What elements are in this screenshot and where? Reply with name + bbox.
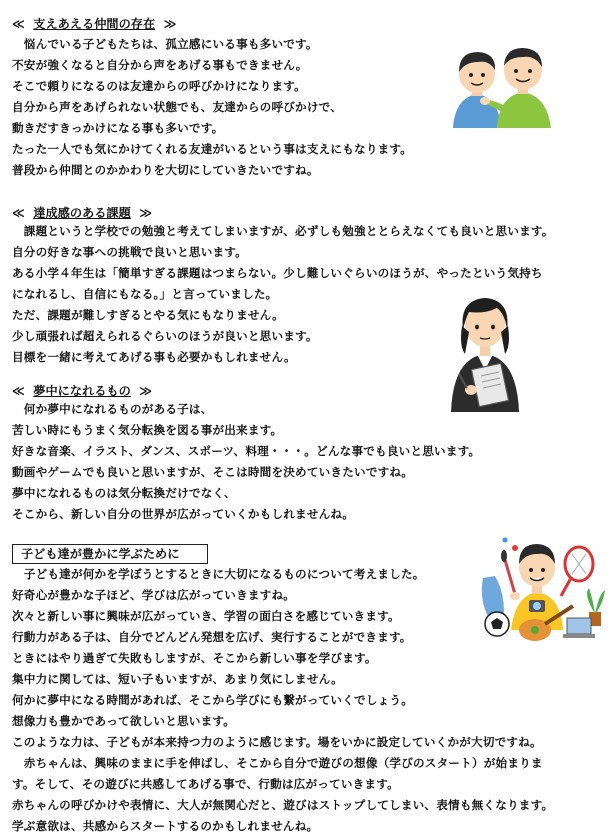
text-line: 動画やゲームでも良いと思いますが、そこは時間を決めていきたいですね。 [12, 465, 413, 479]
section-2-heading [12, 204, 152, 221]
heading-mark-open: ≪ [12, 384, 25, 398]
text-line: 少し頑張れば超えられるぐらいのほうが良いと思います。 [12, 329, 318, 343]
text-line: 何か夢中になれるものがある子は、 [12, 402, 213, 416]
text-line: 自分から声をあげられない状態でも、友達からの呼びかけで、 [12, 100, 342, 114]
text-line: 動きだすきっかけになる事も多いです。 [12, 121, 224, 135]
text-line: 子ども達が何かを学ぼうとするときに大切になるものについて考えました。 [12, 567, 425, 581]
section-1-heading [12, 15, 176, 32]
text-line: 次々と新しい事に興味が広がっていき、学習の面白さを感じていきます。 [12, 609, 400, 623]
heading-mark-open: ≪ [12, 206, 25, 220]
text-line: ときにはやり過ぎて失敗もしますが、そこから新しい事を学びます。 [12, 651, 377, 665]
text-line: 想像力も豊かであって欲しいと思います。 [12, 714, 236, 728]
heading-mark-close: ≫ [139, 384, 153, 398]
heading-mark-open: ≪ [12, 17, 25, 31]
text-line: このような力は、子どもが本来持つ力のように感じます。場をいかに設定していくかが大切ですね。 [12, 735, 542, 749]
text-line: 不安が強くなると自分から声をあげる事もできません。 [12, 58, 308, 72]
text-line: 赤ちゃんは、興味のままに手を伸ばし、そこから自分で遊びの想像（学びのスタート）が始まりま [12, 756, 543, 770]
section-1-title: 支えあえる仲間の存在 [33, 17, 156, 31]
text-line: そこで頼りになるのは友達からの呼びかけになります。 [12, 79, 306, 93]
text-line: ある小学４年生は「簡単すぎる課題はつまらない。少し難しいぐらいのほうが、やったという気持ち [12, 266, 543, 280]
text-line: 好きな音楽、イラスト、ダンス、スポーツ、料理・・・。どんな事でも良いと思います。 [12, 444, 481, 458]
section-2-title: 達成感のある課題 [33, 206, 131, 220]
teacher-clipboard-illustration [445, 292, 525, 412]
text-line: 学ぶ意欲は、共感からスタートするのかもしれませんね。 [12, 819, 319, 833]
heading-mark-close: ≫ [163, 17, 177, 31]
text-line: 苦しい時にもうまく気分転換を図る事が出来ます。 [12, 423, 283, 437]
text-line: になれるし、自信にもなる。」と言っていました。 [12, 287, 278, 301]
text-line: す。そして、その遊びに共感してあげる事で、行動は広がっていきます。 [12, 777, 399, 791]
text-line: 自分の好きな事への挑戦で良いと思います。 [12, 245, 247, 259]
text-line: 集中力に関しては、短い子もいますが、あまり気にしません。 [12, 672, 343, 686]
text-line: ただ、課題が難しすぎるとやる気にもなりません。 [12, 308, 284, 322]
text-line: そこから、新しい自分の世界が広がっていくかもしれませんね。 [12, 507, 355, 521]
text-line: 課題というと学校での勉強と考えてしまいますが、必ずしも勉強ととらえなくても良いと思います。 [12, 224, 554, 238]
section-3-heading [12, 382, 152, 399]
text-line: 赤ちゃんの呼びかけや表情に、大人が無関心だと、遊びはストップしてしまい、表情も無くなります。 [12, 798, 554, 812]
text-line: 悩んでいる子どもたちは、孤立感にいる事も多いです。 [12, 37, 318, 51]
text-line: 夢中になれるものは気分転換だけでなく、 [12, 486, 236, 500]
text-line: 行動力がある子は、自分でどんどん発想を広げ、実行することができます。 [12, 630, 412, 644]
two-friends-illustration [445, 40, 555, 128]
text-line: 好奇心が豊かな子ほど、学びは広がっていきますね。 [12, 588, 296, 602]
section-4-heading: 子ども達が豊かに学ぶために [12, 544, 208, 564]
child-hobbies-illustration [475, 530, 605, 645]
text-line: 普段から仲間とのかかわりを大切にしていきたいですね。 [12, 163, 319, 177]
text-line: 目標を一緒に考えてあげる事も必要かもしれません。 [12, 350, 296, 364]
text-line: たった一人でも気にかけてくれる友達がいるという事は支えにもなります。 [12, 142, 413, 156]
text-line: 何かに夢中になる時間があれば、そこから学びにも繋がっていくでしょう。 [12, 693, 413, 707]
heading-mark-close: ≫ [139, 206, 153, 220]
section-3-title: 夢中になれるもの [33, 384, 131, 398]
